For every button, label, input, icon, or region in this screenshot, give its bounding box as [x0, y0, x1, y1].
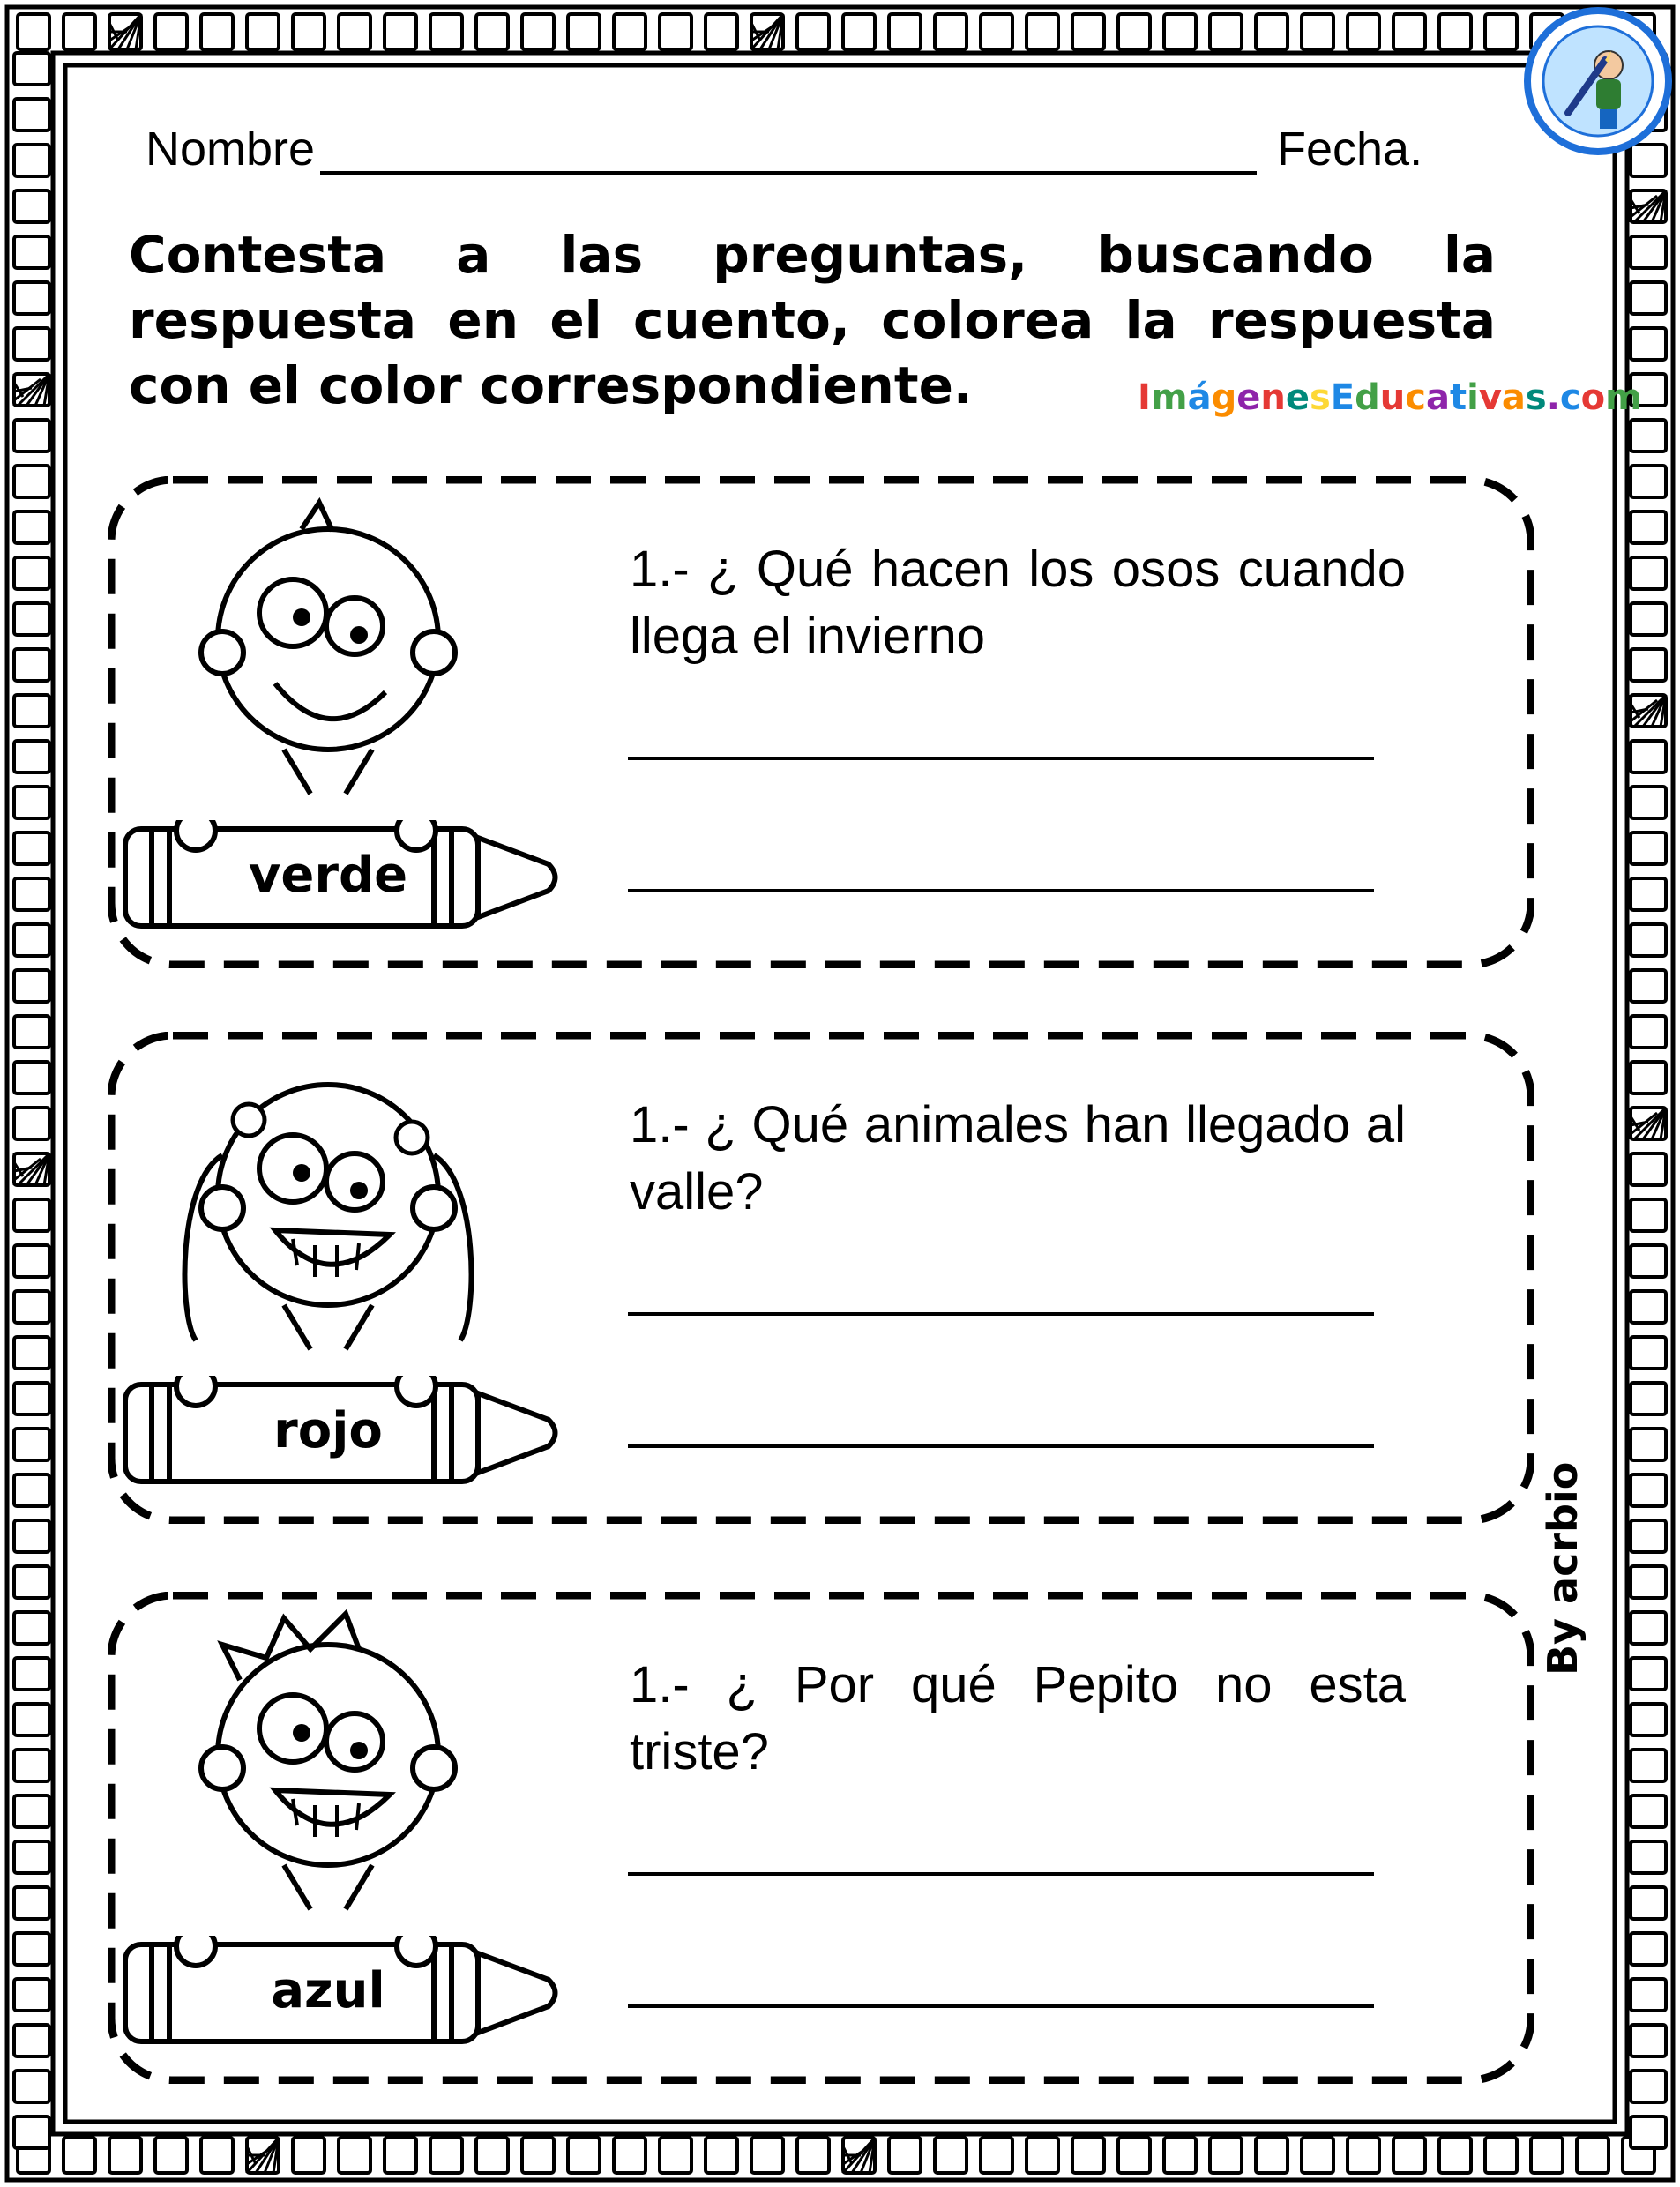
border-brick [339, 2138, 370, 2173]
border-brick [1256, 14, 1288, 49]
question-text: 1.- ¿ Qué animales han llegado al valle? [630, 1096, 1406, 1220]
boy-smiling-icon [169, 494, 487, 829]
border-brick [797, 2138, 829, 2173]
border-brick [14, 190, 49, 222]
border-brick [1072, 14, 1104, 49]
brand-letter: s [1309, 377, 1331, 418]
border-brick [706, 14, 737, 49]
border-brick [981, 2138, 1012, 2173]
border-brick [1393, 14, 1425, 49]
border-brick [14, 557, 49, 589]
border-brick [889, 2138, 921, 2173]
border-brick [1577, 2138, 1609, 2173]
border-brick [14, 1245, 49, 1277]
answer-line[interactable] [628, 1312, 1374, 1316]
brand-letter: á [1187, 377, 1212, 418]
brand-letter: e [1236, 377, 1261, 418]
brand-letter: e [1285, 377, 1310, 418]
border-brick [1631, 787, 1666, 818]
border-brick [1631, 1841, 1666, 1873]
brand-letter: . [1546, 377, 1560, 418]
border-brick [1631, 1704, 1666, 1735]
border-brick [1631, 878, 1666, 910]
border-brick [1302, 14, 1333, 49]
border-brick [14, 236, 49, 268]
border-brick [155, 14, 187, 49]
border-brick [843, 14, 875, 49]
border-brick [1348, 14, 1379, 49]
border-brick [14, 741, 49, 773]
brand-watermark [1138, 377, 1642, 418]
border-brick [14, 787, 49, 818]
border-brick [1631, 603, 1666, 635]
border-brick [63, 14, 95, 49]
border-brick [981, 14, 1012, 49]
border-brick [14, 511, 49, 543]
border-brick [1631, 1933, 1666, 1965]
border-brick [1631, 1429, 1666, 1460]
brand-letter: m [1150, 377, 1188, 418]
border-brick [889, 14, 921, 49]
brand-letter: a [1425, 377, 1450, 418]
border-brick [14, 1429, 49, 1460]
border-brick [706, 2138, 737, 2173]
border-brick [660, 2138, 691, 2173]
border-brick [14, 1704, 49, 1735]
brand-letter: g [1211, 377, 1237, 418]
name-label: Nombre [146, 123, 316, 175]
border-brick [18, 14, 49, 49]
boy-with-pencil-logo-icon [1524, 7, 1672, 155]
border-brick [1302, 2138, 1333, 2173]
border-brick [1531, 2138, 1563, 2173]
crayon-illustration [116, 1376, 575, 1495]
border-brick [614, 14, 646, 49]
border-brick [293, 2138, 325, 2173]
border-brick [385, 2138, 416, 2173]
kid-illustration [169, 1049, 487, 1389]
border-brick [14, 832, 49, 864]
border-brick [1072, 2138, 1104, 2173]
border-brick [1631, 1016, 1666, 1048]
border-brick [1631, 420, 1666, 452]
brand-letter: t [1449, 377, 1467, 418]
border-brick [614, 2138, 646, 2173]
border-brick [1631, 236, 1666, 268]
border-brick [1631, 1062, 1666, 1094]
border-brick [1631, 649, 1666, 681]
border-brick [293, 14, 325, 49]
instructions-text: Contesta a las preguntas, buscando la respuesta en el cuento, colorea la respuesta con el color correspondiente. [129, 225, 1496, 415]
border-brick [1631, 1887, 1666, 1919]
border-brick [14, 1383, 49, 1414]
border-brick [1027, 14, 1058, 49]
border-brick [1631, 2071, 1666, 2102]
border-brick [1631, 1520, 1666, 1552]
border-brick [1631, 1979, 1666, 2011]
brand-letter: d [1355, 377, 1380, 418]
border-brick [1631, 328, 1666, 360]
question-card [108, 1032, 1534, 1524]
border-brick [14, 970, 49, 1002]
brand-letter: a [1501, 377, 1526, 418]
border-brick [14, 1887, 49, 1919]
border-brick [339, 14, 370, 49]
border-brick [430, 2138, 462, 2173]
border-brick [14, 2025, 49, 2056]
name-field[interactable] [320, 171, 1257, 175]
brand-letter: o [1580, 377, 1606, 418]
border-brick [1631, 282, 1666, 314]
answer-line[interactable] [628, 757, 1374, 760]
border-brick [1631, 1474, 1666, 1506]
border-brick [1027, 2138, 1058, 2173]
border-brick [1439, 2138, 1471, 2173]
border-brick [935, 14, 967, 49]
border-brick [1485, 2138, 1517, 2173]
border-brick [935, 2138, 967, 2173]
border-brick [1631, 1383, 1666, 1414]
question-card [108, 476, 1534, 968]
border-brick [1631, 924, 1666, 956]
brand-letter: c [1405, 377, 1426, 418]
border-brick [14, 695, 49, 727]
brand-letter: I [1138, 377, 1151, 418]
answer-line[interactable] [628, 1872, 1374, 1876]
author-byline: By acrbio [1539, 1461, 1587, 1676]
border-brick [1631, 1566, 1666, 1598]
border-brick [1631, 466, 1666, 497]
question-text: 1.- ¿ Qué hacen los osos cuando llega el invierno [630, 541, 1406, 665]
crayon-color-label: rojo [273, 1402, 383, 1459]
border-brick [14, 1750, 49, 1781]
border-brick [385, 14, 416, 49]
border-brick [568, 14, 600, 49]
date-label: Fecha. [1277, 123, 1423, 175]
brand-letter: s [1525, 377, 1547, 418]
border-brick [1210, 14, 1242, 49]
answer-line[interactable] [628, 2004, 1374, 2008]
border-brick [14, 466, 49, 497]
border-brick [430, 14, 462, 49]
border-brick [14, 1612, 49, 1644]
crayon-illustration [116, 820, 575, 939]
border-brick [1485, 14, 1517, 49]
border-brick [1631, 511, 1666, 543]
answer-line[interactable] [628, 1444, 1374, 1448]
border-brick [476, 14, 508, 49]
border-brick [14, 878, 49, 910]
border-brick [1631, 1337, 1666, 1369]
border-brick [14, 1933, 49, 1965]
border-brick [201, 14, 233, 49]
border-brick [14, 1566, 49, 1598]
border-brick [1631, 1153, 1666, 1185]
kid-illustration [169, 494, 487, 833]
border-brick [14, 1520, 49, 1552]
border-brick [14, 53, 49, 85]
border-brick [201, 2138, 233, 2173]
border-brick [247, 14, 279, 49]
border-brick [1164, 14, 1196, 49]
question-text: 1.- ¿ Por qué Pepito no esta triste? [630, 1656, 1406, 1780]
site-logo [1524, 7, 1672, 155]
border-brick [1348, 2138, 1379, 2173]
border-brick [1631, 1795, 1666, 1827]
crayon-color-label: verde [248, 847, 408, 904]
border-brick [14, 1474, 49, 1506]
border-brick [522, 14, 554, 49]
border-brick [14, 603, 49, 635]
brand-letter: i [1467, 377, 1479, 418]
border-brick [1164, 2138, 1196, 2173]
border-brick [14, 1979, 49, 2011]
brand-letter: v [1478, 377, 1502, 418]
boy-grinning-icon [169, 1609, 487, 1944]
border-brick [1631, 741, 1666, 773]
border-brick [14, 1795, 49, 1827]
border-brick [476, 2138, 508, 2173]
border-brick [1631, 557, 1666, 589]
brand-letter: m [1605, 377, 1642, 418]
border-brick [155, 2138, 187, 2173]
border-brick [14, 145, 49, 176]
border-brick [751, 2138, 783, 2173]
border-brick [1631, 2116, 1666, 2148]
border-brick [1256, 2138, 1288, 2173]
border-brick [568, 2138, 600, 2173]
crayon-color-label: azul [271, 1962, 385, 2019]
border-brick [1631, 970, 1666, 1002]
border-brick [1631, 2025, 1666, 2056]
border-brick [14, 282, 49, 314]
border-brick [14, 1841, 49, 1873]
border-brick [1118, 2138, 1150, 2173]
kid-illustration [169, 1609, 487, 1949]
border-brick [109, 2138, 141, 2173]
border-brick [14, 328, 49, 360]
border-brick [14, 1291, 49, 1323]
question-card [108, 1592, 1534, 2084]
border-brick [660, 14, 691, 49]
border-brick [797, 14, 829, 49]
border-brick [14, 1016, 49, 1048]
border-brick [1631, 1291, 1666, 1323]
border-brick [14, 420, 49, 452]
brand-letter: c [1559, 377, 1581, 418]
border-brick [1393, 2138, 1425, 2173]
border-brick [14, 1108, 49, 1139]
border-brick [522, 2138, 554, 2173]
border-brick [14, 649, 49, 681]
border-brick [14, 924, 49, 956]
border-brick [1210, 2138, 1242, 2173]
answer-line[interactable] [628, 889, 1374, 892]
crayon-illustration [116, 1936, 575, 2055]
border-brick [1118, 14, 1150, 49]
border-brick [1631, 1612, 1666, 1644]
brand-letter: u [1379, 377, 1406, 418]
brand-letter: n [1260, 377, 1286, 418]
border-brick [63, 2138, 95, 2173]
girl-pigtails-icon [169, 1049, 487, 1385]
border-brick [14, 2071, 49, 2102]
border-brick [14, 2116, 49, 2148]
border-brick [14, 1062, 49, 1094]
border-brick [14, 1199, 49, 1231]
border-brick [14, 1658, 49, 1690]
border-brick [1439, 14, 1471, 49]
brand-letter: E [1330, 377, 1355, 418]
border-brick [14, 99, 49, 131]
border-brick [1631, 1658, 1666, 1690]
border-brick [1631, 1750, 1666, 1781]
border-brick [14, 1337, 49, 1369]
border-brick [1631, 1199, 1666, 1231]
border-brick [1631, 832, 1666, 864]
border-brick [1631, 1245, 1666, 1277]
